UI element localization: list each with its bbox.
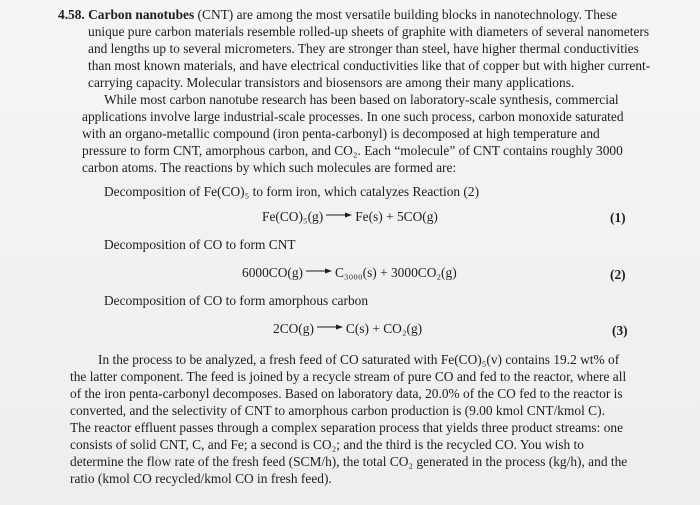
reaction-2-products: C₃₀₀₀(s) + 3000CO₂(g) (335, 265, 457, 280)
paragraph-1-line-4: carrying capacity. Molecular transistors and biosensors are among their many applications. (88, 75, 575, 90)
reaction-arrow-icon (306, 268, 332, 274)
reaction-1-equation (262, 209, 438, 225)
paragraph-2-line-1: While most carbon nanotube research has been based on laboratory-scale synthesis, commercial (104, 92, 619, 107)
reaction-3-equation (273, 321, 422, 337)
paragraph-1-line-3: than most known materials, and have electrical conductivities like that of copper but with higher current- (88, 58, 651, 73)
problem-title: Carbon nanotubes (88, 7, 195, 22)
paragraph-3-line-1: In the process to be analyzed, a fresh feed of CO saturated with Fe(CO)₅(v) contains 19.2 wt% of (98, 352, 620, 367)
reaction-1-number: (1) (610, 210, 626, 225)
reaction-arrow-icon (317, 324, 343, 330)
paragraph-2-line-3: with an organo-metallic compound (iron penta-carbonyl) is decomposed at high temperature and (82, 126, 600, 141)
reaction-2-reactants: 6000CO(g) (242, 265, 303, 280)
paragraph-1-line-0: (CNT) are among the most versatile building blocks in nanotechnology. These (197, 7, 618, 22)
reaction-1-heading: Decomposition of Fe(CO)₅ to form iron, which catalyzes Reaction (2) (104, 184, 480, 199)
paragraph-3-line-2: the latter component. The feed is joined by a recycle stream of pure CO and fed to the reactor, where all (70, 369, 627, 384)
paragraph-2-line-2: applications involve large industrial-scale processes. In one such process, carbon monoxide saturated (82, 109, 624, 124)
paragraph-2-line-5: carbon atoms. The reactions by which such molecules are formed are: (82, 160, 457, 175)
reaction-3-heading: Decomposition of CO to form amorphous carbon (104, 293, 369, 308)
paragraph-1-line-2: and lengths up to several micrometers. They are stronger than steel, have higher thermal conductivities (88, 41, 639, 56)
paragraph-2-line-4: pressure to form CNT, amorphous carbon, and CO₂. Each “molecule” of CNT contains roughly 3000 (82, 143, 623, 158)
paragraph-3-line-5: The reactor effluent passes through a complex separation process that yields three product streams: one (70, 420, 624, 435)
reaction-1-reactants: Fe(CO)₅(g) (262, 209, 324, 224)
reaction-2-number: (2) (610, 267, 626, 282)
reaction-3-products: C(s) + CO₂(g) (345, 321, 423, 336)
paragraph-3-line-3: of the iron penta-carbonyl decomposes. Based on laboratory data, 20.0% of the CO fed to the reactor is (70, 386, 623, 401)
reaction-3-reactants: 2CO(g) (273, 321, 314, 336)
problem-number: 4.58. (58, 7, 85, 22)
paragraph-3-line-6: consists of solid CNT, C, and Fe; a second is CO₂; and the third is the recycled CO. You wish to (70, 437, 584, 452)
problem-first-line (58, 6, 617, 23)
reaction-3-number: (3) (612, 323, 628, 338)
paragraph-3-line-8: ratio (kmol CO recycled/kmol CO in fresh feed). (70, 471, 332, 486)
reaction-1-products: Fe(s) + 5CO(g) (355, 209, 438, 224)
paragraph-3-line-7: determine the flow rate of the fresh feed (SCM/h), the total CO₂ generated in the process (kg/h), and the (70, 454, 628, 469)
paragraph-3-line-4: converted, and the selectivity of CNT to amorphous carbon production is (9.00 kmol CNT/kmol C). (70, 403, 605, 418)
reaction-2-heading: Decomposition of CO to form CNT (104, 237, 296, 252)
reaction-arrow-icon (326, 212, 352, 218)
reaction-2-equation (242, 265, 457, 281)
paragraph-1-line-1: unique pure carbon materials resemble rolled-up sheets of graphite with diameters of several nanometers (88, 24, 650, 39)
